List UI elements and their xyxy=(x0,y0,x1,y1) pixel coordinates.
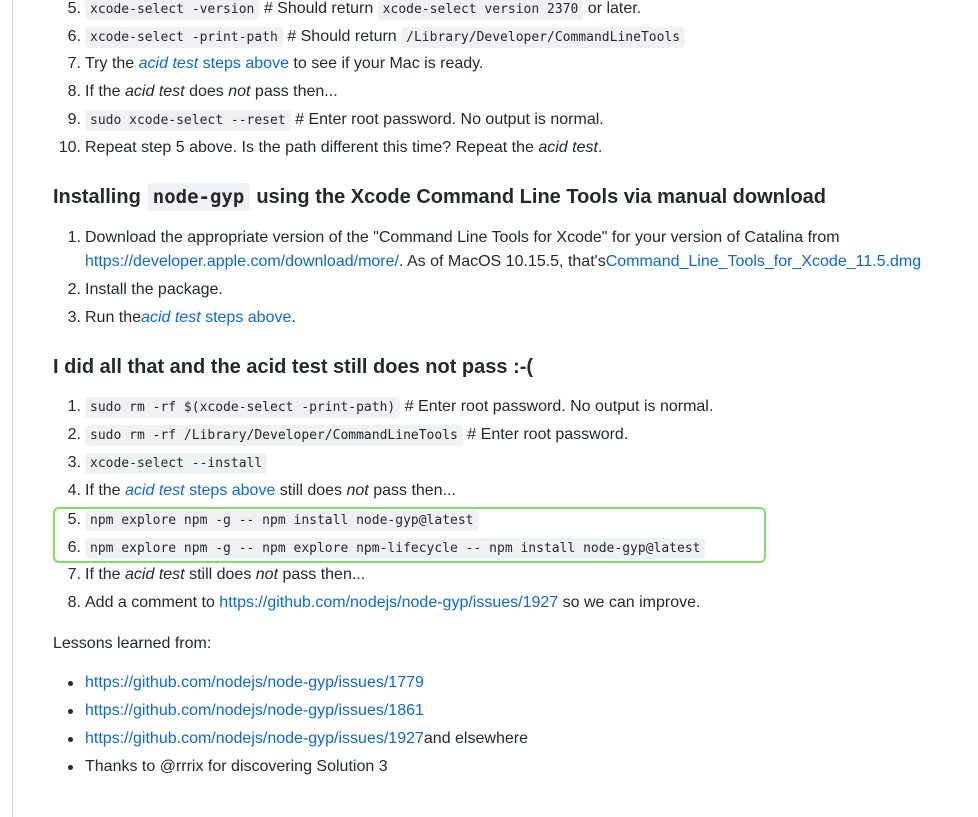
inline-text: so we can improve. xyxy=(558,594,701,611)
list3-item-8: 8. Add a comment to https://github.com/nodejs/node-gyp/issues/1927 so we can improve. xyxy=(67,594,701,611)
inline-text: # Should return xyxy=(259,0,378,17)
bullet-icon xyxy=(53,709,85,714)
emphasis-text: acid test xyxy=(125,83,185,100)
list1-item-9: 9. sudo xcode-select --reset # Enter root password. No output is normal. xyxy=(53,106,604,134)
inline-text: still does xyxy=(184,566,256,583)
list1-item-10: 10. Repeat step 5 above. Is the path different this time? Repeat the acid test. xyxy=(58,139,603,156)
inline-link[interactable]: https://github.com/nodejs/node-gyp/issues/1927 xyxy=(219,594,559,611)
apple-download-link[interactable]: https://developer.apple.com/download/more/ xyxy=(85,253,399,270)
inline-code: xcode-select version 2370 xyxy=(378,0,584,20)
inline-code: /Library/Developer/CommandLineTools xyxy=(401,27,685,48)
lesson-item xyxy=(53,669,424,697)
list1-item-8: 8. If the acid test does not pass then... xyxy=(67,83,338,100)
left-border xyxy=(12,0,13,817)
inline-code: xcode-select --install xyxy=(85,453,267,474)
emphasis-text: acid test xyxy=(125,566,185,583)
emphasis-text: not xyxy=(346,482,369,499)
list3-item-2: 2. sudo rm -rf /Library/Developer/CommandLineTools # Enter root password. xyxy=(53,421,628,449)
list3-item-6: 6. npm explore npm -g -- npm explore npm-lifecycle -- npm install node-gyp@latest xyxy=(53,534,705,562)
inline-link-emphasis[interactable]: acid test xyxy=(138,55,199,72)
list1-item-5: 5. xcode-select -version # Should return xcode-select version 2370 or later. xyxy=(53,0,641,23)
inline-text: pass then... xyxy=(368,482,456,499)
list2-item-1: 1. Download the appropriate version of the "Command Line Tools for Xcode" for your version of Catalina from xyxy=(67,229,840,246)
dmg-link[interactable]: Command_Line_Tools_for_Xcode_11.5.dmg xyxy=(605,253,922,270)
inline-code: sudo rm -rf $(xcode-select -print-path) xyxy=(85,397,400,418)
lesson-item: Thanks to @rrrix for discovering Solution 3 xyxy=(53,753,388,781)
inline-text: does xyxy=(184,83,229,100)
emphasis-text: acid test xyxy=(538,139,598,156)
list1-item-6: 6. xcode-select -print-path # Should return /Library/Developer/CommandLineTools xyxy=(53,23,685,51)
issue-1861-link[interactable]: https://github.com/nodejs/node-gyp/issues/1861 xyxy=(85,702,424,719)
inline-text: If the xyxy=(85,482,126,499)
list2-item-2: 2. Install the package. xyxy=(67,281,223,298)
inline-text: # Enter root password. No output is normal. xyxy=(400,397,714,415)
inline-text: . xyxy=(597,139,603,156)
inline-code: xcode-select -version xyxy=(85,0,259,20)
inline-text: Try the xyxy=(85,55,139,72)
list3-item-1: 1. sudo rm -rf $(xcode-select -print-path) # Enter root password. No output is normal. xyxy=(53,393,713,421)
issue-1779-link[interactable]: https://github.com/nodejs/node-gyp/issues/1779 xyxy=(85,674,424,691)
emphasis-text: not xyxy=(255,566,279,583)
inline-text: still does xyxy=(275,482,347,499)
bullet-icon xyxy=(53,737,85,742)
inline-text: # Should return xyxy=(282,27,402,45)
inline-text: # Enter root password. No output is normal. xyxy=(290,110,604,128)
inline-text: pass then... xyxy=(278,566,366,583)
inline-text: If the xyxy=(85,83,126,100)
list2-item-3: 3. Run the acid test steps above . xyxy=(67,309,296,326)
lessons-label: Lessons learned from: xyxy=(53,635,212,652)
list3-item-4: 4. If the acid test steps above still does not pass then... xyxy=(67,482,456,499)
inline-code: npm explore npm -g -- npm install node-gyp@latest xyxy=(85,510,479,531)
inline-text: Repeat step 5 above. Is the path different this time? Repeat the xyxy=(85,139,539,156)
list3-item-7: 7. If the acid test still does not pass then... xyxy=(67,566,366,583)
bullet-icon xyxy=(53,765,85,770)
inline-code: xcode-select -print-path xyxy=(85,27,283,48)
inline-text: Add a comment to xyxy=(85,594,220,611)
list3-item-5: 5. npm explore npm -g -- npm install node-gyp@latest xyxy=(53,506,479,534)
lesson-item: https://github.com/nodejs/node-gyp/issues/1927 and elsewhere xyxy=(53,725,528,753)
inline-text: # Enter root password. xyxy=(462,425,629,443)
heading-manual-download: Installing node-gyp using the Xcode Command Line Tools via manual download xyxy=(53,180,826,214)
inline-text: to see if your Mac is ready. xyxy=(288,55,484,72)
list1-item-7: 7. Try the acid test steps above to see if your Mac is ready. xyxy=(67,55,484,72)
inline-link[interactable]: steps above xyxy=(198,55,289,72)
heading-code: node-gyp xyxy=(147,183,251,211)
inline-link[interactable]: steps above xyxy=(184,482,276,499)
bullet-icon xyxy=(53,681,85,686)
inline-text: pass then... xyxy=(250,83,338,100)
emphasis-text: not xyxy=(228,83,251,100)
inline-text: If the xyxy=(85,566,126,583)
highlight-box xyxy=(53,507,766,563)
inline-link-emphasis[interactable]: acid test xyxy=(125,482,185,499)
issue-1927-link[interactable]: https://github.com/nodejs/node-gyp/issues/1927 xyxy=(85,730,424,747)
lesson-item xyxy=(53,697,424,725)
acid-test-link[interactable]: acid test steps above xyxy=(141,309,292,326)
list3-item-3: 3. xcode-select --install xyxy=(53,449,267,477)
inline-code: sudo rm -rf /Library/Developer/CommandLineTools xyxy=(85,425,463,446)
inline-text: or later. xyxy=(583,0,642,17)
heading-acid-test-fail: I did all that and the acid test still does not pass :-( xyxy=(53,356,534,378)
list2-item-1-cont: https://developer.apple.com/download/more/ . As of MacOS 10.15.5, that's Command_Line_Tools_for_Xcode_11.5.dmg xyxy=(85,253,922,270)
inline-code: npm explore npm -g -- npm explore npm-lifecycle -- npm install node-gyp@latest xyxy=(85,538,705,559)
inline-code: sudo xcode-select --reset xyxy=(85,110,291,131)
